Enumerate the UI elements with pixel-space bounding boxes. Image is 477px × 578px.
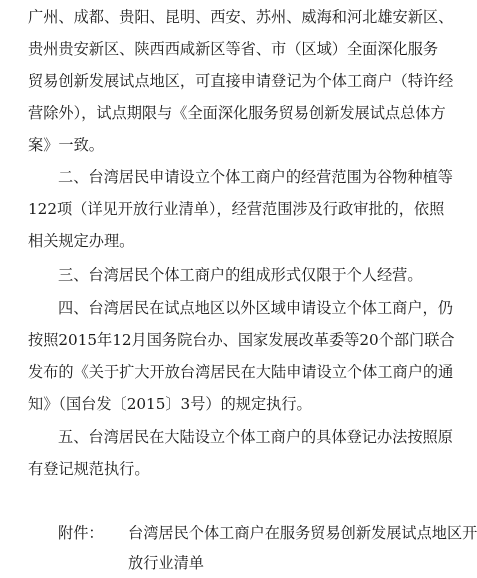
attachment-title-line-2: 放行业清单 — [128, 554, 204, 572]
paragraph-1-line-4: 营除外），试点期限与《全面深化服务贸易创新发展试点总体方 — [28, 104, 446, 122]
paragraph-5-line-2: 有登记规范执行。 — [28, 460, 150, 478]
paragraph-2-line-1: 二、台湾居民申请设立个体工商户的经营范围为谷物种植等 — [58, 168, 453, 186]
paragraph-5-line-1: 五、台湾居民在大陆设立个体工商户的具体登记办法按照原 — [58, 428, 453, 446]
paragraph-1-line-5: 案》一致。 — [28, 136, 104, 154]
paragraph-1-line-3: 贸易创新发展试点地区，可直接申请登记为个体工商户（特许经 — [28, 72, 454, 90]
attachment-title-line-1: 台湾居民个体工商户在服务贸易创新发展试点地区开 — [128, 524, 477, 542]
paragraph-3-line-1: 三、台湾居民个体工商户的组成形式仅限于个人经营。 — [58, 266, 423, 284]
paragraph-1-line-1: 广州、成都、贵阳、昆明、西安、苏州、威海和河北雄安新区、 — [28, 8, 454, 26]
paragraph-4-line-4: 知》（国台发〔2015〕3号）的规定执行。 — [28, 395, 312, 413]
paragraph-4-line-2: 按照2015年12月国务院台办、国家发展改革委等20个部门联合 — [28, 331, 455, 349]
paragraph-2-line-3: 相关规定办理。 — [28, 232, 135, 250]
paragraph-1-line-2: 贵州贵安新区、陕西西咸新区等省、市（区域）全面深化服务 — [28, 40, 439, 58]
paragraph-4-line-1: 四、台湾居民在试点地区以外区域申请设立个体工商户，仍 — [58, 299, 453, 317]
paragraph-4-line-3: 发布的《关于扩大开放台湾居民在大陆申请设立个体工商户的通 — [28, 363, 454, 381]
paragraph-2-line-2: 122项（详见开放行业清单），经营范围涉及行政审批的，依照 — [28, 200, 445, 218]
attachment-label: 附件： — [58, 524, 104, 542]
